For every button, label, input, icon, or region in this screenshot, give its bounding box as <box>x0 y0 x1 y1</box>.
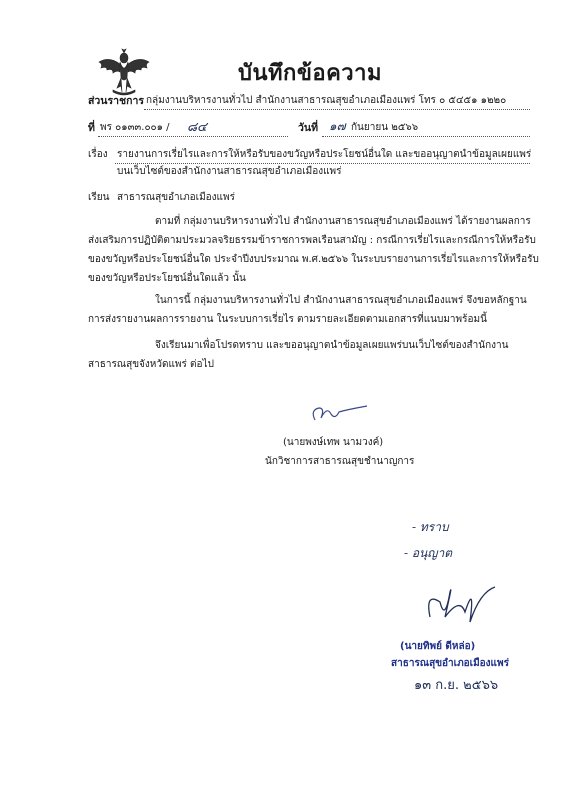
subject-underline <box>115 163 530 164</box>
date-underline <box>322 136 530 137</box>
ref-handwritten: ๘๔ <box>187 120 207 135</box>
memo-title: บันทึกข้อความ <box>238 61 383 86</box>
signer-position: นักวิชาการสาธารณสุขชำนาญการ <box>265 456 415 467</box>
signer-name: (นายพงษ์เทพ นามวงค์) <box>283 437 384 448</box>
approval-note-acknowledge: - ทราบ <box>412 520 449 534</box>
subject-line-2: บนเว็บไซต์ของสำนักงานสาธารณสุขอำเภอเมืองแพร่ <box>117 166 342 177</box>
para1-line: ของขวัญหรือประโยชน์อื่นใด ประจำปีงบประมาณ พ.ศ.๒๕๖๖ ในระบบรายงานการเรี่ยไรและการให้หรือรับ <box>88 254 539 265</box>
para1-line: ส่งเสริมการปฏิบัติตามประมวลจริยธรรมข้าราชการพลเรือนสามัญ : กรณีการเรี่ยไรและกรณีการให้หรือรับ <box>88 235 536 246</box>
para1-line: ของขวัญหรือประโยชน์อื่นใดแล้ว นั้น <box>88 273 246 284</box>
approver-name: (นายทิพย์ ดีหล่อ) <box>400 641 476 652</box>
signature-scribble <box>305 400 385 430</box>
date-day-handwritten: ๑๗ <box>329 119 346 133</box>
para2-line: ในการนี้ กลุ่มงานบริหารงานทั่วไป สำนักงานสาธารณสุขอำเภอเมืองแพร่ จึงขอหลักฐาน <box>155 295 527 306</box>
agency-underline <box>144 109 530 110</box>
approver-signature <box>415 572 505 632</box>
para2-line: การส่งรายงานผลการรายงาน ในระบบการเรี่ยไร ตามรายละเอียดตามเอกสารที่แนบมาพร้อมนี้ <box>88 314 487 325</box>
subject-line-1: รายงานการเรี่ยไรและการให้หรือรับของขวัญหรือประโยชน์อื่นใด และขออนุญาตนำข้อมูลเผยแพร่ <box>117 149 532 160</box>
agency-value: กลุ่มงานบริหารงานทั่วไป สำนักงานสาธารณสุขอำเภอเมืองแพร่ โทร ๐ ๕๔๕๑ ๑๒๒๐ <box>146 95 507 106</box>
agency-label: ส่วนราชการ <box>88 95 145 107</box>
garuda-emblem-icon <box>95 48 153 96</box>
ref-underline <box>98 136 288 137</box>
para3-line: จึงเรียนมาเพื่อโปรดทราบ และขออนุญาตนำข้อมูลเผยแพร่บนเว็บไซต์ของสำนักงาน <box>155 340 509 351</box>
ref-value: พร ๐๑๓๓.๐๐๑ / <box>100 122 170 133</box>
date-label: วันที่ <box>298 122 318 134</box>
approval-note-permit: - อนุญาต <box>404 546 453 560</box>
para1-line: ตามที่ กลุ่มงานบริหารงานทั่วไป สำนักงานสาธารณสุขอำเภอเมืองแพร่ ได้รายงานผลการ <box>155 216 531 227</box>
subject-label: เรื่อง <box>88 149 108 160</box>
salutation-label: เรียน <box>88 192 110 203</box>
date-rest: กันยายน ๒๕๖๖ <box>351 122 419 133</box>
salutation-value: สาธารณสุขอำเภอเมืองแพร่ <box>117 192 235 203</box>
para3-line: สาธารณสุขจังหวัดแพร่ ต่อไป <box>88 359 214 370</box>
ref-label: ที่ <box>88 122 95 134</box>
approval-date: ๑๓ ก.ย. ๒๕๖๖ <box>414 678 499 693</box>
approver-position: สาธารณสุขอำเภอเมืองแพร่ <box>391 658 509 669</box>
